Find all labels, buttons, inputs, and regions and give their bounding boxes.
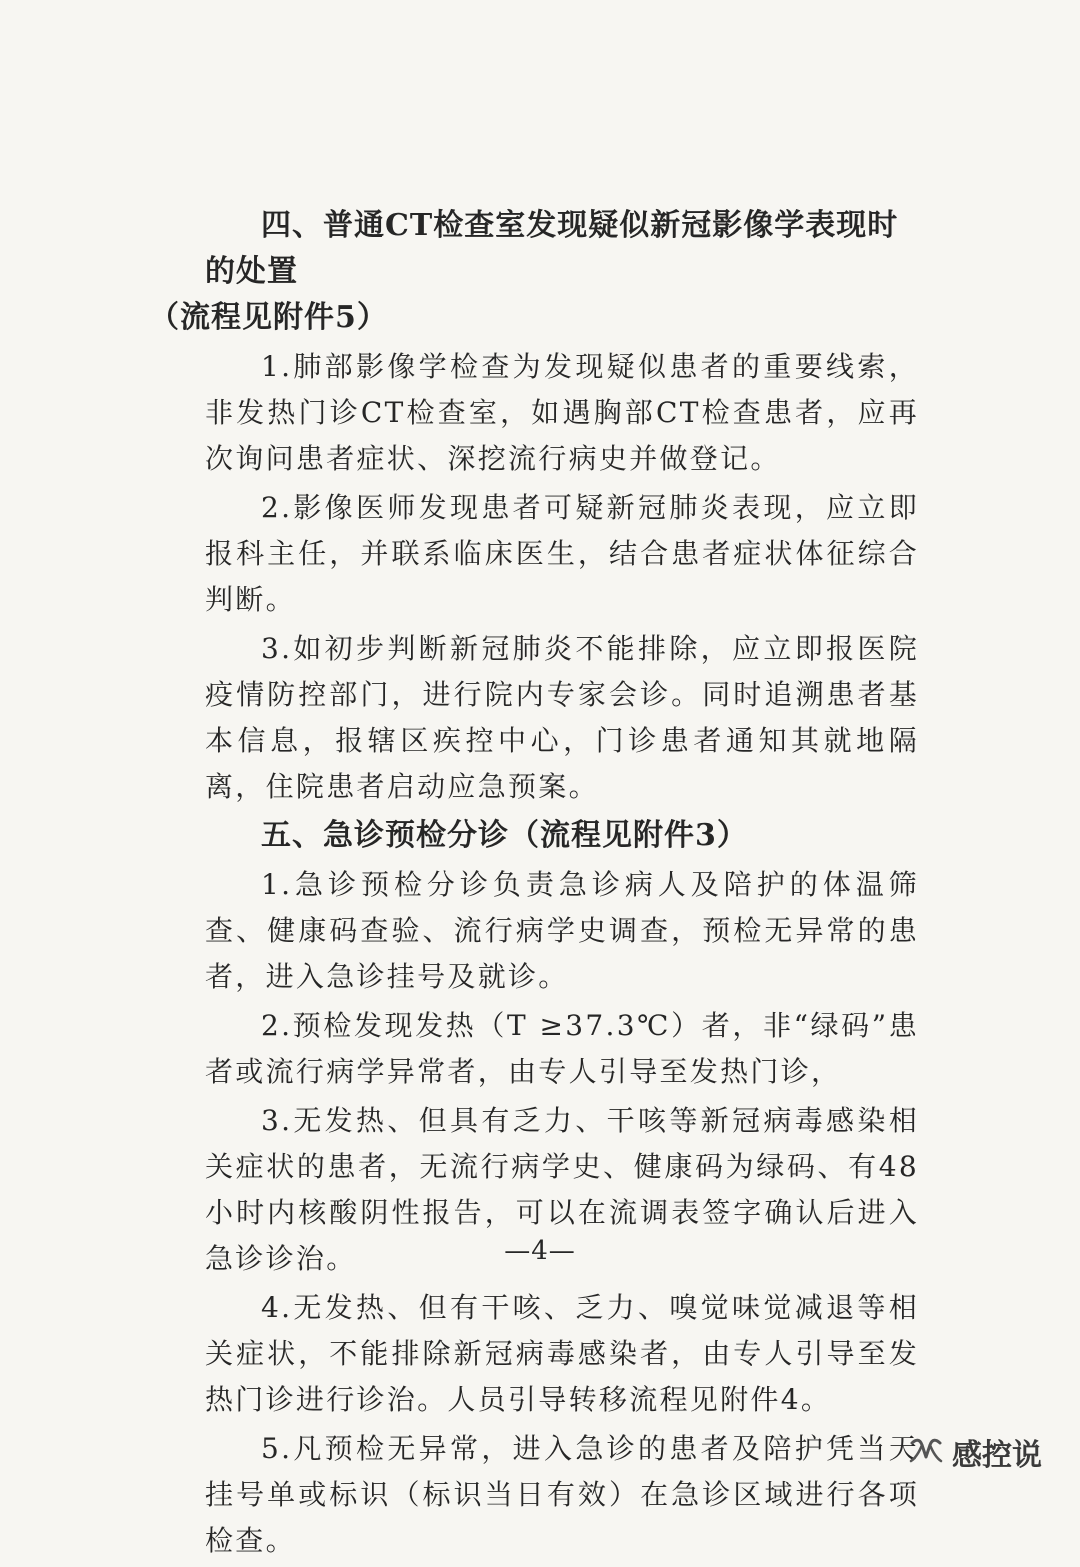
section4-item-2: 2.影像医师发现患者可疑新冠肺炎表现，应立即报科主任，并联系临床医生，结合患者症状体征综合判断。 [205, 491, 919, 616]
watermark-text: 感控说 [952, 1438, 1042, 1473]
section4-title-line2: （流程见附件5） [149, 300, 388, 335]
page-number: —4— [504, 1236, 576, 1266]
section4-heading [149, 203, 919, 341]
watermark [908, 1430, 1042, 1474]
section4-item-1: 1.肺部影像学检查为发现疑似患者的重要线索，非发热门诊CT检查室，如遇胸部CT检查患者，应再次询问患者症状、深挖流行病史并做登记。 [205, 350, 919, 475]
section5-heading: 五、急诊预检分诊（流程见附件3） [261, 818, 748, 853]
section4-title-line1: 四、普通CT检查室发现疑似新冠影像学表现时的处置 [205, 208, 899, 289]
wechat-channel-icon [908, 1437, 944, 1467]
section4-item-3: 3.如初步判断新冠肺炎不能排除，应立即报医院疫情防控部门，进行院内专家会诊。同时追溯患者基本信息，报辖区疾控中心，门诊患者通知其就地隔离，住院患者启动应急预案。 [205, 632, 919, 803]
section5-item-1: 1.急诊预检分诊负责急诊病人及陪护的体温筛查、健康码查验、流行病学史调查，预检无异常的患者，进入急诊挂号及就诊。 [205, 868, 919, 993]
section5-item-4: 4.无发热、但有干咳、乏力、嗅觉味觉减退等相关症状，不能排除新冠病毒感染者，由专人引导至发热门诊进行诊治。人员引导转移流程见附件4。 [205, 1291, 919, 1416]
section5-item-5: 5.凡预检无异常，进入急诊的患者及陪护凭当天挂号单或标识（标识当日有效）在急诊区域进行各项检查。 [205, 1432, 919, 1557]
section5-item-2: 2.预检发现发热（T ≥37.3℃）者，非“绿码”患者或流行病学异常者，由专人引导至发热门诊， [205, 1009, 919, 1088]
section5-item-3: 3.无发热、但具有乏力、干咳等新冠病毒感染相关症状的患者，无流行病学史、健康码为绿码、有48小时内核酸阴性报告，可以在流调表签字确认后进入急诊诊治。 [205, 1104, 919, 1275]
document-body [149, 203, 919, 1567]
